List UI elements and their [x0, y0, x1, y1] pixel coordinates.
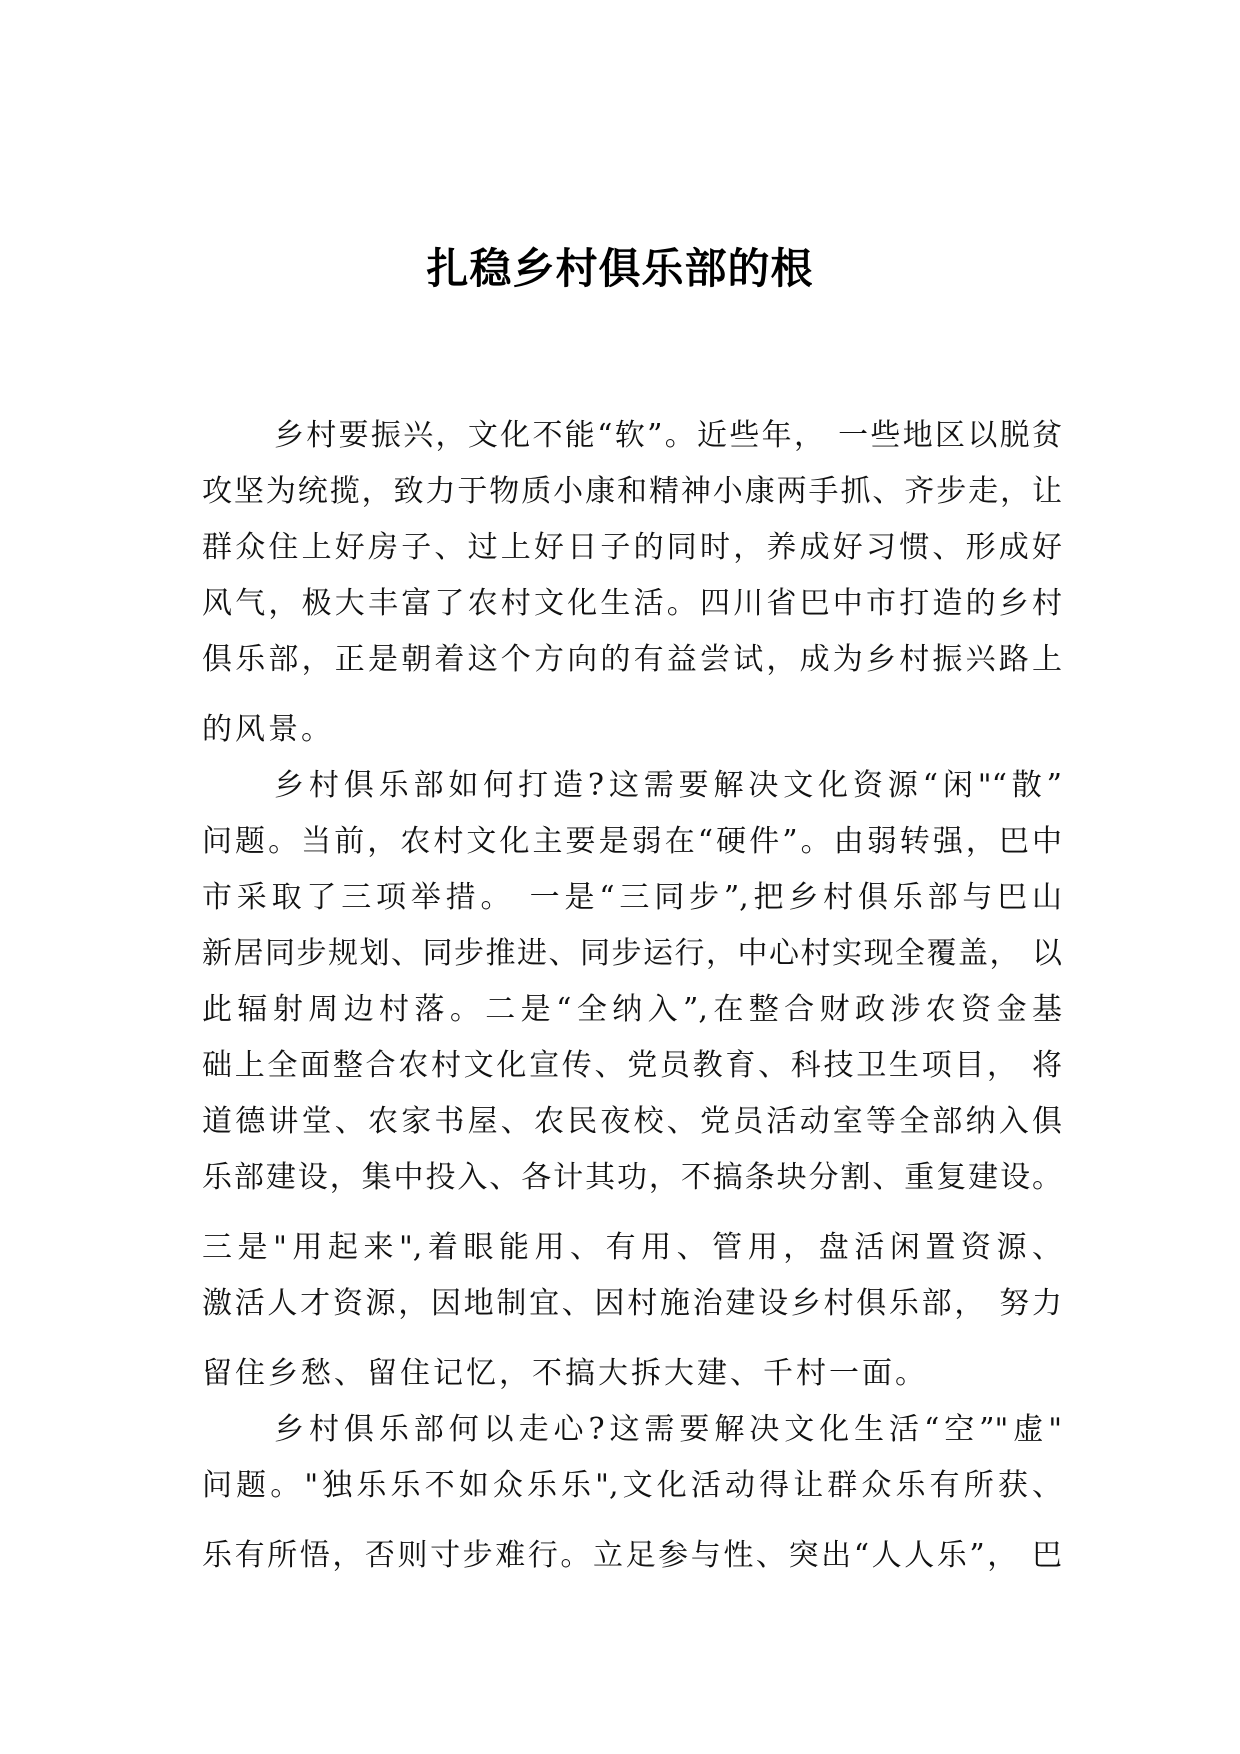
paragraph-line: 俱乐部，正是朝着这个方向的有益尝试，成为乡村振兴路上 [202, 642, 1062, 677]
paragraph-line: 激活人才资源，因地制宜、因村施治建设乡村俱乐部， 努力 [202, 1286, 1062, 1321]
paragraph-1 [202, 408, 1062, 758]
paragraph-line: 乡村俱乐部如何打造?这需要解决文化资源“闲"“散” [274, 768, 1062, 803]
paragraph-2 [202, 758, 1062, 1402]
paragraph-line: 新居同步规划、同步推进、同步运行，中心村实现全覆盖， 以 [202, 936, 1062, 971]
page-title: 扎稳乡村俱乐部的根 [426, 244, 814, 293]
paragraph-line: 攻坚为统揽，致力于物质小康和精神小康两手抓、齐步走，让 [202, 474, 1062, 509]
paragraph-line: 道德讲堂、农家书屋、农民夜校、党员活动室等全部纳入俱 [202, 1104, 1062, 1139]
paragraph-line: 乡村俱乐部何以走心?这需要解决文化生活“空”"虚" [274, 1412, 1062, 1447]
paragraph-line: 问题。"独乐乐不如众乐乐",文化活动得让群众乐有所获、 [202, 1468, 1062, 1503]
paragraph-line: 留住乡愁、留住记忆，不搞大拆大建、千村一面。 [202, 1356, 928, 1391]
paragraph-line: 乡村要振兴，文化不能“软”。近些年， 一些地区以脱贫 [274, 418, 1062, 453]
article-body [202, 408, 1062, 1584]
paragraph-line: 础上全面整合农村文化宣传、党员教育、科技卫生项目， 将 [202, 1048, 1062, 1083]
paragraph-line: 风气，极大丰富了农村文化生活。四川省巴中市打造的乡村 [202, 586, 1062, 621]
paragraph-line: 此辐射周边村落。二是“全纳入”,在整合财政涉农资金基 [202, 992, 1062, 1027]
paragraph-line: 乐有所悟，否则寸步难行。立足参与性、突出“人人乐”， 巴 [202, 1538, 1062, 1573]
paragraph-line: 群众住上好房子、过上好日子的同时，养成好习惯、形成好 [202, 530, 1062, 565]
paragraph-line: 市采取了三项举措。 一是“三同步”,把乡村俱乐部与巴山 [202, 880, 1062, 915]
paragraph-3 [202, 1402, 1062, 1584]
paragraph-line: 三是"用起来",着眼能用、有用、管用，盘活闲置资源、 [202, 1230, 1062, 1265]
paragraph-line: 问题。当前，农村文化主要是弱在“硬件”。由弱转强，巴中 [202, 824, 1062, 859]
paragraph-line: 乐部建设，集中投入、各计其功，不搞条块分割、重复建设。 [202, 1160, 1062, 1195]
paragraph-line: 的风景。 [202, 712, 334, 747]
